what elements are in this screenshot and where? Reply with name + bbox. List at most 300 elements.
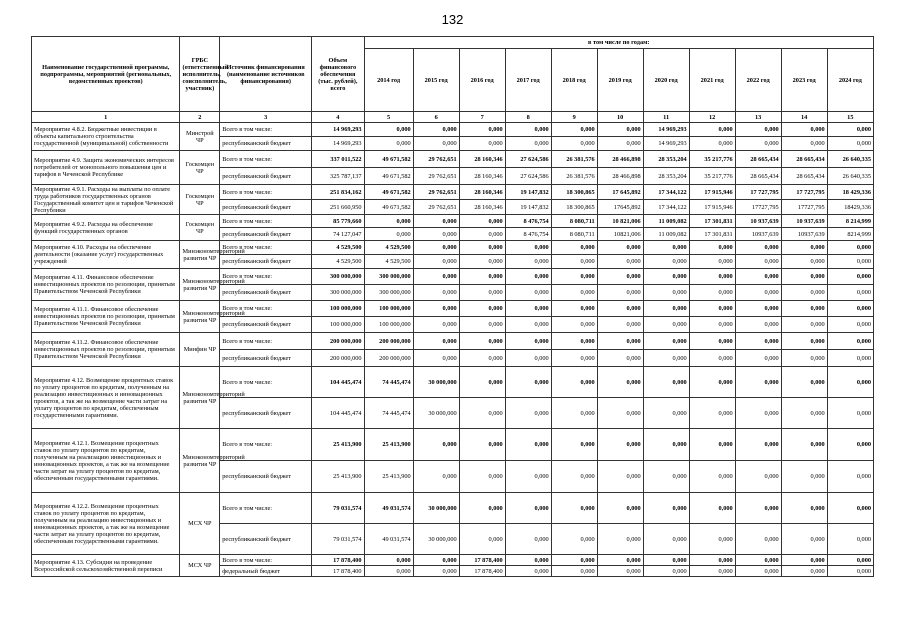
column-number: 8 bbox=[505, 112, 551, 123]
responsible-org: Минэкономтерриторий развития ЧР bbox=[180, 241, 220, 269]
year-amount: 0,000 bbox=[735, 333, 781, 350]
funding-source: Всего в том числе: bbox=[220, 301, 312, 317]
measure-name: Мероприятие 4.13. Субсидия на проведение Всероссийской сельскохозяйственной переписи bbox=[32, 555, 180, 577]
year-amount: 0,000 bbox=[643, 301, 689, 317]
year-amount: 0,000 bbox=[643, 367, 689, 398]
year-amount: 0,000 bbox=[551, 333, 597, 350]
year-amount: 0,000 bbox=[827, 398, 873, 429]
year-amount: 8 080,711 bbox=[551, 215, 597, 228]
funding-source: Всего в том числе: bbox=[220, 555, 312, 566]
header-year: 2016 год bbox=[459, 49, 505, 112]
year-amount: 4 529,500 bbox=[364, 241, 413, 255]
year-amount: 14 969,293 bbox=[643, 137, 689, 151]
table-row bbox=[32, 123, 874, 137]
year-amount: 28 466,898 bbox=[597, 151, 643, 168]
table-row bbox=[32, 555, 874, 566]
column-number: 11 bbox=[643, 112, 689, 123]
header-years-group: в том числе по годам: bbox=[364, 37, 873, 49]
year-amount: 0,000 bbox=[735, 524, 781, 555]
year-amount: 35 217,776 bbox=[689, 168, 735, 185]
year-amount: 8214,999 bbox=[827, 228, 873, 241]
year-amount: 17 727,795 bbox=[781, 185, 827, 200]
year-amount: 0,000 bbox=[597, 301, 643, 317]
year-amount: 0,000 bbox=[551, 241, 597, 255]
year-amount: 19 147,832 bbox=[505, 200, 551, 215]
funding-source: Всего в том числе: bbox=[220, 185, 312, 200]
measure-name: Мероприятие 4.9.1. Расходы на выплаты по оплате труда работников государственных органов Государственный комитет цен и тарифов Чеченской Республики bbox=[32, 185, 180, 215]
year-amount: 74 445,474 bbox=[364, 398, 413, 429]
year-amount: 0,000 bbox=[551, 398, 597, 429]
year-amount: 0,000 bbox=[505, 255, 551, 269]
year-amount: 0,000 bbox=[413, 301, 459, 317]
year-amount: 28 665,434 bbox=[781, 168, 827, 185]
year-amount: 17 344,122 bbox=[643, 200, 689, 215]
year-amount: 49 671,582 bbox=[364, 185, 413, 200]
year-amount: 0,000 bbox=[597, 123, 643, 137]
year-amount: 0,000 bbox=[413, 333, 459, 350]
total-amount: 85 779,660 bbox=[312, 215, 364, 228]
year-amount: 0,000 bbox=[551, 301, 597, 317]
year-amount: 0,000 bbox=[781, 301, 827, 317]
year-amount: 74 445,474 bbox=[364, 367, 413, 398]
year-amount: 18429,336 bbox=[827, 200, 873, 215]
measure-name: Мероприятие 4.12.2. Возмещение процентных ставок по уплату процентов по кредитам, полученным на реализацию инвестиционных и инновационных проектов, а так же на возмещение части затрат на уплату процентов по кредитам, обеспеченным государственными гарантиями. bbox=[32, 493, 180, 555]
year-amount: 0,000 bbox=[505, 367, 551, 398]
year-amount: 10 821,006 bbox=[597, 215, 643, 228]
year-amount: 0,000 bbox=[597, 333, 643, 350]
year-amount: 0,000 bbox=[551, 555, 597, 566]
year-amount: 0,000 bbox=[689, 398, 735, 429]
year-amount: 0,000 bbox=[643, 255, 689, 269]
budget-table bbox=[31, 36, 874, 577]
year-amount: 0,000 bbox=[413, 350, 459, 367]
year-amount: 0,000 bbox=[643, 566, 689, 577]
year-amount: 17 344,122 bbox=[643, 185, 689, 200]
year-amount: 0,000 bbox=[735, 317, 781, 333]
year-amount: 0,000 bbox=[827, 317, 873, 333]
total-amount: 200 000,000 bbox=[312, 333, 364, 350]
year-amount: 0,000 bbox=[551, 137, 597, 151]
year-amount: 0,000 bbox=[735, 255, 781, 269]
year-amount: 0,000 bbox=[643, 555, 689, 566]
year-amount: 28 665,434 bbox=[735, 168, 781, 185]
year-amount: 0,000 bbox=[689, 429, 735, 461]
year-amount: 49 031,574 bbox=[364, 493, 413, 524]
column-number: 12 bbox=[689, 112, 735, 123]
responsible-org: МСХ ЧР bbox=[180, 555, 220, 577]
year-amount: 0,000 bbox=[735, 566, 781, 577]
year-amount: 0,000 bbox=[505, 398, 551, 429]
funding-source: Всего в том числе: bbox=[220, 123, 312, 137]
year-amount: 0,000 bbox=[735, 398, 781, 429]
year-amount: 10 937,639 bbox=[735, 215, 781, 228]
year-amount: 4 529,500 bbox=[364, 255, 413, 269]
funding-source: Всего в том числе: bbox=[220, 367, 312, 398]
year-amount: 0,000 bbox=[597, 241, 643, 255]
year-amount: 0,000 bbox=[459, 333, 505, 350]
header-grbs: ГРБС (ответственный исполнитель, соисполнитель, участник) bbox=[180, 37, 220, 112]
year-amount: 0,000 bbox=[689, 317, 735, 333]
year-amount: 0,000 bbox=[505, 555, 551, 566]
year-amount: 0,000 bbox=[781, 367, 827, 398]
year-amount: 19 147,832 bbox=[505, 185, 551, 200]
measure-name: Мероприятие 4.12. Возмещение процентных ставок по уплату процентов по кредитам, полученным на реализацию инвестиционных и инновационных проектов, а так же на возмещение части затрат на уплату процентов по кредитам, обеспеченным государственными гарантиями. bbox=[32, 367, 180, 429]
table-row bbox=[32, 367, 874, 398]
year-amount: 0,000 bbox=[505, 429, 551, 461]
year-amount: 25 413,900 bbox=[364, 461, 413, 493]
funding-source: Всего в том числе: bbox=[220, 333, 312, 350]
year-amount: 0,000 bbox=[364, 228, 413, 241]
year-amount: 0,000 bbox=[459, 350, 505, 367]
year-amount: 0,000 bbox=[413, 269, 459, 285]
year-amount: 0,000 bbox=[459, 367, 505, 398]
year-amount: 0,000 bbox=[551, 285, 597, 301]
year-amount: 0,000 bbox=[459, 255, 505, 269]
column-number: 6 bbox=[413, 112, 459, 123]
year-amount: 0,000 bbox=[597, 555, 643, 566]
responsible-org: Минэкономтерриторий развития ЧР bbox=[180, 269, 220, 301]
year-amount: 29 762,651 bbox=[413, 151, 459, 168]
total-amount: 300 000,000 bbox=[312, 269, 364, 285]
year-amount: 0,000 bbox=[459, 461, 505, 493]
page-number: 132 bbox=[441, 12, 464, 27]
year-amount: 0,000 bbox=[643, 317, 689, 333]
year-amount: 8 476,754 bbox=[505, 228, 551, 241]
table-body bbox=[32, 123, 874, 577]
year-amount: 49 671,582 bbox=[364, 151, 413, 168]
column-number: 3 bbox=[220, 112, 312, 123]
table-row bbox=[32, 333, 874, 350]
total-amount: 251 660,950 bbox=[312, 200, 364, 215]
year-amount: 17 645,892 bbox=[597, 185, 643, 200]
table-row bbox=[32, 151, 874, 168]
column-number: 5 bbox=[364, 112, 413, 123]
year-amount: 0,000 bbox=[643, 350, 689, 367]
table-row bbox=[32, 429, 874, 461]
year-amount: 8 214,999 bbox=[827, 215, 873, 228]
responsible-org: Госкомцен ЧР bbox=[180, 185, 220, 215]
year-amount: 0,000 bbox=[505, 461, 551, 493]
year-amount: 0,000 bbox=[413, 429, 459, 461]
header-year: 2024 год bbox=[827, 49, 873, 112]
year-amount: 0,000 bbox=[505, 301, 551, 317]
year-amount: 0,000 bbox=[827, 269, 873, 285]
year-amount: 0,000 bbox=[827, 333, 873, 350]
funding-source: республиканский бюджет bbox=[220, 168, 312, 185]
year-amount: 0,000 bbox=[597, 566, 643, 577]
year-amount: 0,000 bbox=[827, 350, 873, 367]
year-amount: 0,000 bbox=[827, 241, 873, 255]
year-amount: 10 937,639 bbox=[781, 215, 827, 228]
table-row bbox=[32, 241, 874, 255]
year-amount: 0,000 bbox=[459, 123, 505, 137]
total-amount: 14 969,293 bbox=[312, 123, 364, 137]
year-amount: 0,000 bbox=[643, 461, 689, 493]
responsible-org: Минэкономтерриторий развития ЧР bbox=[180, 301, 220, 333]
total-amount: 100 000,000 bbox=[312, 301, 364, 317]
header-year: 2017 год bbox=[505, 49, 551, 112]
total-amount: 17 878,400 bbox=[312, 555, 364, 566]
year-amount: 0,000 bbox=[689, 285, 735, 301]
year-amount: 0,000 bbox=[459, 429, 505, 461]
header-year: 2018 год bbox=[551, 49, 597, 112]
year-amount: 0,000 bbox=[735, 137, 781, 151]
year-amount: 0,000 bbox=[364, 215, 413, 228]
column-number: 4 bbox=[312, 112, 364, 123]
column-number: 7 bbox=[459, 112, 505, 123]
year-amount: 0,000 bbox=[735, 429, 781, 461]
year-amount: 0,000 bbox=[827, 367, 873, 398]
total-amount: 4 529,500 bbox=[312, 255, 364, 269]
year-amount: 0,000 bbox=[551, 493, 597, 524]
year-amount: 0,000 bbox=[781, 123, 827, 137]
year-amount: 0,000 bbox=[827, 566, 873, 577]
year-amount: 30 000,000 bbox=[413, 493, 459, 524]
funding-source: Всего в том числе: bbox=[220, 215, 312, 228]
year-amount: 0,000 bbox=[597, 285, 643, 301]
year-amount: 29 762,651 bbox=[413, 185, 459, 200]
year-amount: 28 665,434 bbox=[781, 151, 827, 168]
total-amount: 300 000,000 bbox=[312, 285, 364, 301]
column-number: 14 bbox=[781, 112, 827, 123]
year-amount: 26 640,335 bbox=[827, 168, 873, 185]
year-amount: 0,000 bbox=[413, 241, 459, 255]
table-row bbox=[32, 269, 874, 285]
responsible-org: Госкомцен ЧР bbox=[180, 215, 220, 241]
year-amount: 0,000 bbox=[597, 317, 643, 333]
year-amount: 0,000 bbox=[459, 285, 505, 301]
measure-name: Мероприятие 4.11.2. Финансовое обеспечение инвестиционных проектов по резолюции, принятым Правительством Чеченской Республики bbox=[32, 333, 180, 367]
responsible-org: Минстрой ЧР bbox=[180, 123, 220, 151]
year-amount: 0,000 bbox=[689, 566, 735, 577]
total-amount: 200 000,000 bbox=[312, 350, 364, 367]
year-amount: 300 000,000 bbox=[364, 269, 413, 285]
year-amount: 0,000 bbox=[597, 137, 643, 151]
year-amount: 0,000 bbox=[364, 137, 413, 151]
year-amount: 0,000 bbox=[735, 269, 781, 285]
year-amount: 0,000 bbox=[505, 317, 551, 333]
year-amount: 17 878,400 bbox=[459, 566, 505, 577]
measure-name: Мероприятие 4.9. Защита экономических интересов потребителей от монопольного повышения цен и тарифов в Чеченской Республике bbox=[32, 151, 180, 185]
funding-source: Всего в том числе: bbox=[220, 151, 312, 168]
year-amount: 0,000 bbox=[413, 215, 459, 228]
year-amount: 26 640,335 bbox=[827, 151, 873, 168]
funding-source: республиканский бюджет bbox=[220, 461, 312, 493]
funding-source: республиканский бюджет bbox=[220, 228, 312, 241]
year-amount: 28 160,346 bbox=[459, 200, 505, 215]
year-amount: 0,000 bbox=[597, 269, 643, 285]
year-amount: 0,000 bbox=[781, 317, 827, 333]
year-amount: 0,000 bbox=[781, 269, 827, 285]
year-amount: 0,000 bbox=[689, 123, 735, 137]
total-amount: 325 787,137 bbox=[312, 168, 364, 185]
year-amount: 0,000 bbox=[827, 123, 873, 137]
year-amount: 0,000 bbox=[597, 398, 643, 429]
year-amount: 0,000 bbox=[551, 461, 597, 493]
year-amount: 0,000 bbox=[735, 493, 781, 524]
year-amount: 0,000 bbox=[781, 241, 827, 255]
year-amount: 0,000 bbox=[597, 350, 643, 367]
funding-source: республиканский бюджет bbox=[220, 200, 312, 215]
year-amount: 28 160,346 bbox=[459, 168, 505, 185]
year-amount: 0,000 bbox=[735, 367, 781, 398]
year-amount: 0,000 bbox=[689, 301, 735, 317]
year-amount: 0,000 bbox=[735, 285, 781, 301]
total-amount: 251 834,162 bbox=[312, 185, 364, 200]
year-amount: 28 353,204 bbox=[643, 168, 689, 185]
year-amount: 30 000,000 bbox=[413, 367, 459, 398]
funding-source: федеральный бюджет bbox=[220, 566, 312, 577]
year-amount: 0,000 bbox=[827, 429, 873, 461]
year-amount: 0,000 bbox=[781, 429, 827, 461]
year-amount: 17 915,946 bbox=[689, 200, 735, 215]
total-amount: 4 529,500 bbox=[312, 241, 364, 255]
year-amount: 0,000 bbox=[505, 566, 551, 577]
year-amount: 0,000 bbox=[505, 123, 551, 137]
total-amount: 25 413,900 bbox=[312, 429, 364, 461]
year-amount: 0,000 bbox=[597, 367, 643, 398]
year-amount: 8 080,711 bbox=[551, 228, 597, 241]
year-amount: 0,000 bbox=[413, 566, 459, 577]
year-amount: 0,000 bbox=[689, 493, 735, 524]
year-amount: 0,000 bbox=[689, 269, 735, 285]
total-amount: 17 878,400 bbox=[312, 566, 364, 577]
measure-name: Мероприятие 4.9.2. Расходы на обеспечение функций государственных органов bbox=[32, 215, 180, 241]
year-amount: 17727,795 bbox=[735, 200, 781, 215]
year-amount: 14 969,293 bbox=[643, 123, 689, 137]
year-amount: 0,000 bbox=[689, 524, 735, 555]
column-number: 9 bbox=[551, 112, 597, 123]
year-amount: 0,000 bbox=[459, 317, 505, 333]
year-amount: 0,000 bbox=[827, 301, 873, 317]
year-amount: 11 009,082 bbox=[643, 228, 689, 241]
year-amount: 0,000 bbox=[643, 524, 689, 555]
year-amount: 0,000 bbox=[413, 255, 459, 269]
header-name: Наименование государственной программы, подпрограммы, мероприятий (региональных, ведомственных проектов) bbox=[32, 37, 180, 112]
year-amount: 200 000,000 bbox=[364, 350, 413, 367]
year-amount: 0,000 bbox=[459, 215, 505, 228]
table-row bbox=[32, 215, 874, 228]
year-amount: 0,000 bbox=[781, 555, 827, 566]
year-amount: 0,000 bbox=[505, 137, 551, 151]
year-amount: 0,000 bbox=[505, 285, 551, 301]
year-amount: 0,000 bbox=[827, 461, 873, 493]
year-amount: 0,000 bbox=[551, 269, 597, 285]
year-amount: 0,000 bbox=[597, 461, 643, 493]
year-amount: 18 300,865 bbox=[551, 185, 597, 200]
year-amount: 0,000 bbox=[735, 555, 781, 566]
year-amount: 0,000 bbox=[781, 461, 827, 493]
year-amount: 25 413,900 bbox=[364, 429, 413, 461]
year-amount: 0,000 bbox=[689, 255, 735, 269]
year-amount: 0,000 bbox=[551, 255, 597, 269]
year-amount: 0,000 bbox=[413, 285, 459, 301]
year-amount: 11 009,082 bbox=[643, 215, 689, 228]
year-amount: 0,000 bbox=[827, 555, 873, 566]
column-number: 10 bbox=[597, 112, 643, 123]
total-amount: 337 011,522 bbox=[312, 151, 364, 168]
table-row bbox=[32, 493, 874, 524]
year-amount: 0,000 bbox=[643, 333, 689, 350]
year-amount: 0,000 bbox=[551, 524, 597, 555]
responsible-org: МСХ ЧР bbox=[180, 493, 220, 555]
year-amount: 17 915,946 bbox=[689, 185, 735, 200]
year-amount: 28 466,898 bbox=[597, 168, 643, 185]
funding-source: Всего в том числе: bbox=[220, 269, 312, 285]
header-source: Источник финансирования (наименование источников финансирования) bbox=[220, 37, 312, 112]
year-amount: 0,000 bbox=[505, 350, 551, 367]
responsible-org: Минэкономтерриторий развития ЧР bbox=[180, 429, 220, 493]
table-row bbox=[32, 301, 874, 317]
funding-source: Всего в том числе: bbox=[220, 241, 312, 255]
year-amount: 49 671,582 bbox=[364, 168, 413, 185]
header-year: 2022 год bbox=[735, 49, 781, 112]
year-amount: 0,000 bbox=[781, 493, 827, 524]
total-amount: 14 969,293 bbox=[312, 137, 364, 151]
year-amount: 28 353,204 bbox=[643, 151, 689, 168]
year-amount: 0,000 bbox=[735, 301, 781, 317]
year-amount: 0,000 bbox=[551, 317, 597, 333]
funding-source: республиканский бюджет bbox=[220, 285, 312, 301]
year-amount: 0,000 bbox=[459, 524, 505, 555]
year-amount: 10821,006 bbox=[597, 228, 643, 241]
year-amount: 0,000 bbox=[459, 137, 505, 151]
year-amount: 35 217,776 bbox=[689, 151, 735, 168]
year-amount: 0,000 bbox=[551, 566, 597, 577]
year-amount: 0,000 bbox=[827, 285, 873, 301]
header-year: 2020 год bbox=[643, 49, 689, 112]
year-amount: 0,000 bbox=[735, 241, 781, 255]
funding-source: республиканский бюджет bbox=[220, 137, 312, 151]
year-amount: 0,000 bbox=[689, 367, 735, 398]
year-amount: 0,000 bbox=[735, 461, 781, 493]
year-amount: 0,000 bbox=[643, 398, 689, 429]
year-amount: 0,000 bbox=[413, 228, 459, 241]
year-amount: 0,000 bbox=[551, 350, 597, 367]
year-amount: 26 381,576 bbox=[551, 151, 597, 168]
year-amount: 0,000 bbox=[781, 333, 827, 350]
year-amount: 0,000 bbox=[413, 123, 459, 137]
year-amount: 10937,639 bbox=[735, 228, 781, 241]
total-amount: 74 127,047 bbox=[312, 228, 364, 241]
measure-name: Мероприятие 4.10. Расходы на обеспечение деятельности (оказание услуг) государственных учреждений bbox=[32, 241, 180, 269]
year-amount: 0,000 bbox=[364, 123, 413, 137]
year-amount: 0,000 bbox=[781, 524, 827, 555]
year-amount: 10937,639 bbox=[781, 228, 827, 241]
year-amount: 0,000 bbox=[781, 566, 827, 577]
year-amount: 100 000,000 bbox=[364, 317, 413, 333]
funding-source: республиканский бюджет bbox=[220, 524, 312, 555]
year-amount: 0,000 bbox=[551, 429, 597, 461]
year-amount: 0,000 bbox=[781, 285, 827, 301]
year-amount: 0,000 bbox=[413, 555, 459, 566]
year-amount: 0,000 bbox=[459, 301, 505, 317]
year-amount: 0,000 bbox=[781, 137, 827, 151]
measure-name: Мероприятие 4.11.1. Финансовое обеспечение инвестиционных проектов по резолюции, принятым Правительством Чеченской Республики bbox=[32, 301, 180, 333]
year-amount: 0,000 bbox=[643, 241, 689, 255]
year-amount: 17 301,831 bbox=[689, 215, 735, 228]
year-amount: 0,000 bbox=[643, 429, 689, 461]
total-amount: 100 000,000 bbox=[312, 317, 364, 333]
year-amount: 0,000 bbox=[505, 269, 551, 285]
column-number: 2 bbox=[180, 112, 220, 123]
year-amount: 30 000,000 bbox=[413, 398, 459, 429]
year-amount: 100 000,000 bbox=[364, 301, 413, 317]
year-amount: 28 665,434 bbox=[735, 151, 781, 168]
year-amount: 8 476,754 bbox=[505, 215, 551, 228]
year-amount: 29 762,651 bbox=[413, 168, 459, 185]
year-amount: 0,000 bbox=[643, 285, 689, 301]
